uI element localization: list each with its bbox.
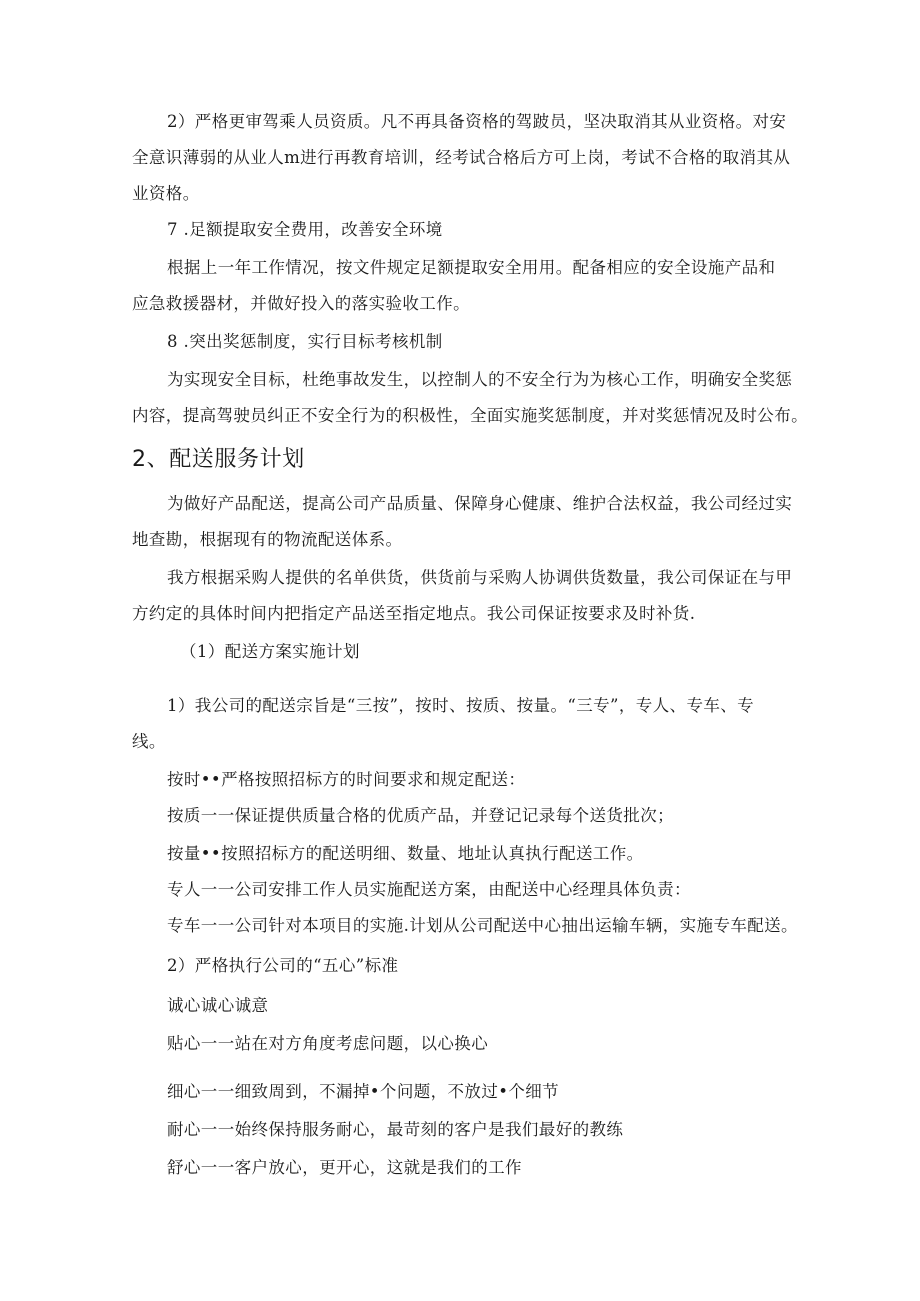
section-heading: 2、配送服务计划 — [132, 447, 305, 472]
paragraph-line: 2）严格执行公司的“五心”标准 — [167, 956, 399, 975]
paragraph-line: 1）我公司的配送宗旨是“三按”，按时、按质、按量。“三专”，专人、专车、专 — [167, 696, 755, 715]
list-item: 贴心一一站在对方角度考虑问题，以心换心 — [167, 1034, 489, 1053]
paragraph-line: 方约定的具体时间内把指定产品送至指定地点。我公司保证按要求及时补货. — [132, 604, 696, 623]
paragraph-line: 业资格。 — [132, 184, 200, 203]
paragraph-line: 全意识薄弱的从业人m进行再教育培训，经考试合格后方可上岗，考试不合格的取消其从 — [132, 148, 791, 167]
list-item: 专人一一公司安排工作人员实施配送方案，由配送中心经理具体负责： — [167, 880, 691, 899]
paragraph-line: 我方根据采购人提供的名单供货，供货前与采购人协调供货数量，我公司保证在与甲 — [167, 568, 793, 587]
paragraph-line: 为做好产品配送，提高公司产品质量、保障身心健康、维护合法权益，我公司经过实 — [167, 494, 793, 513]
paragraph-line: 线。 — [132, 732, 166, 751]
paragraph-line: 内容，提高驾驶员纠正不安全行为的积极性，全面实施奖惩制度，并对奖惩情况及时公布。 — [132, 406, 808, 425]
list-item: 耐心一一始终保持服务耐心，最苛刻的客户是我们最好的教练 — [167, 1120, 624, 1139]
section-item-heading: 7 .足额提取安全费用，改善安全环境 — [167, 220, 443, 239]
list-item: 按时••严格按照招标方的时间要求和规定配送： — [167, 770, 526, 789]
list-item: 诚心诚心诚意 — [167, 996, 269, 1015]
section-item-heading: 8 .突出奖惩制度，实行目标考核机制 — [167, 332, 443, 351]
list-item: 专车一一公司针对本项目的实施.计划从公司配送中心抽出运输车辆，实施专车配送。 — [167, 916, 798, 935]
list-item: 按质一一保证提供质量合格的优质产品，并登记记录每个送货批次； — [167, 806, 674, 825]
paragraph-line: 为实现安全目标，杜绝事故发生，以控制人的不安全行为为核心工作，明确安全奖惩 — [167, 370, 793, 389]
paragraph-line: 地查勘，根据现有的物流配送体系。 — [132, 530, 403, 549]
subsection-heading: （1）配送方案实施计划 — [180, 642, 360, 661]
list-item: 舒心一一客户放心，更开心，这就是我们的工作 — [167, 1158, 522, 1177]
list-item: 按量••按照招标方的配送明细、数量、地址认真执行配送工作。 — [167, 844, 644, 863]
list-item: 细心一一细致周到，不漏掉•个问题，不放过•个细节 — [167, 1082, 560, 1101]
paragraph-line: 应急救援器材，并做好投入的落实验收工作。 — [132, 294, 470, 313]
paragraph-line: 2）严格更审驾乘人员资质。凡不再具备资格的驾跛员，坚决取消其从业资格。对安 — [167, 112, 787, 131]
paragraph-line: 根据上一年工作情况，按文件规定足额提取安全用用。配备相应的安全设施产品和 — [167, 258, 776, 277]
